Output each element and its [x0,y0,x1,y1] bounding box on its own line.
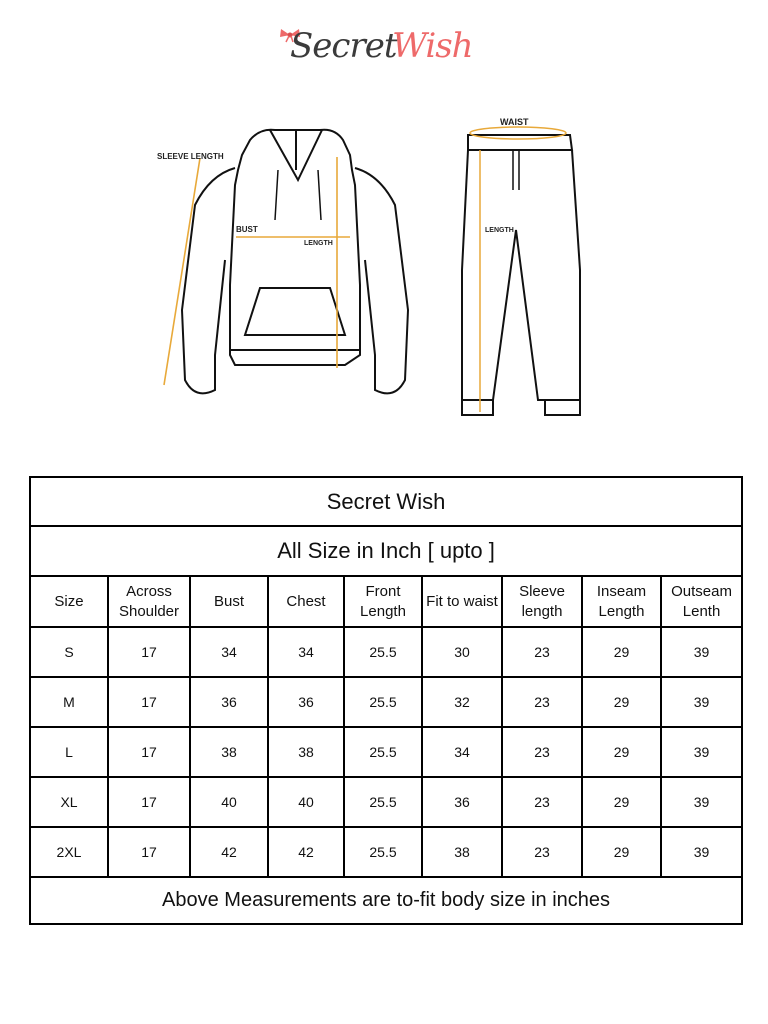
cell: 30 [422,627,502,677]
size-chart-table [29,476,743,925]
cell: 29 [582,627,661,677]
garment-illustration [150,110,600,420]
header-sleeve-length: Sleeve length [502,576,582,627]
cell: 39 [661,827,742,877]
label-hoodie-length: LENGTH [304,240,333,247]
cell: 23 [502,777,582,827]
cell: 38 [268,727,344,777]
cell-size: S [30,627,108,677]
cell: 17 [108,727,190,777]
chart-footer-note: Above Measurements are to-fit body size in inches [30,877,742,924]
cell: 25.5 [344,727,422,777]
header-outseam-length: Outseam Lenth [661,576,742,627]
label-bust: BUST [236,225,258,234]
label-sleeve-length: SLEEVE LENGTH [157,152,224,161]
brand-logo [270,18,500,74]
cell: 25.5 [344,827,422,877]
cell: 29 [582,777,661,827]
chart-title: Secret Wish [30,477,742,526]
cell: 17 [108,777,190,827]
cell: 36 [190,677,268,727]
cell: 17 [108,677,190,727]
logo-word-secret: Secret [290,26,397,66]
cell: 17 [108,827,190,877]
cell: 34 [422,727,502,777]
header-fit-to-waist: Fit to waist [422,576,502,627]
header-inseam-length: Inseam Length [582,576,661,627]
cell: 36 [422,777,502,827]
cell: 40 [190,777,268,827]
table-row [30,777,742,827]
cell: 36 [268,677,344,727]
measurement-diagram [150,110,600,420]
cell: 39 [661,727,742,777]
header-bust: Bust [190,576,268,627]
cell: 34 [268,627,344,677]
cell: 25.5 [344,627,422,677]
label-pants-length: LENGTH [485,227,514,234]
header-across-shoulder: Across Shoulder [108,576,190,627]
header-front-length: Front Length [344,576,422,627]
chart-subtitle: All Size in Inch [ upto ] [30,526,742,576]
cell: 38 [422,827,502,877]
cell: 23 [502,727,582,777]
cell: 17 [108,627,190,677]
label-waist: WAIST [500,117,529,127]
table-row [30,827,742,877]
cell: 25.5 [344,677,422,727]
cell: 32 [422,677,502,727]
cell: 23 [502,677,582,727]
cell-size: L [30,727,108,777]
cell: 23 [502,627,582,677]
cell: 23 [502,827,582,877]
header-size: Size [30,576,108,627]
cell: 29 [582,677,661,727]
cell-size: XL [30,777,108,827]
cell: 25.5 [344,777,422,827]
cell: 29 [582,727,661,777]
logo-word-wish: Wish [392,26,473,66]
cell: 38 [190,727,268,777]
cell: 39 [661,627,742,677]
table-row [30,677,742,727]
table-row [30,727,742,777]
cell: 40 [268,777,344,827]
cell: 42 [268,827,344,877]
cell: 29 [582,827,661,877]
table-row [30,627,742,677]
cell-size: M [30,677,108,727]
cell: 39 [661,777,742,827]
cell: 39 [661,677,742,727]
cell: 34 [190,627,268,677]
hoodie-drawing [182,130,408,394]
header-chest: Chest [268,576,344,627]
header-row [30,576,742,627]
cell-size: 2XL [30,827,108,877]
cell: 42 [190,827,268,877]
